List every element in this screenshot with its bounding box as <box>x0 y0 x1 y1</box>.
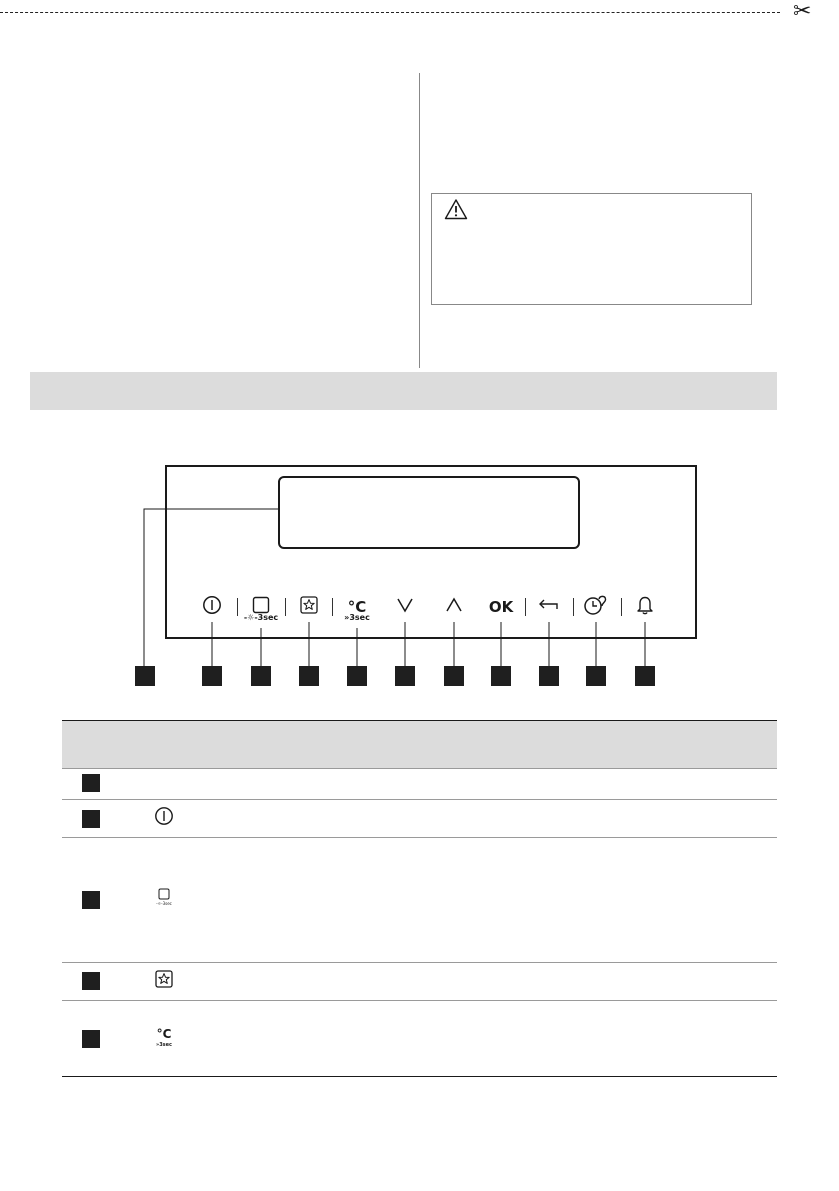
table-row-5-number <box>82 1030 100 1048</box>
panel-display <box>278 476 580 549</box>
chevron-up-icon <box>445 597 463 618</box>
callout-10 <box>586 666 606 686</box>
favourite-star-icon <box>155 970 173 993</box>
callout-5 <box>347 666 367 686</box>
bell-icon <box>636 595 654 620</box>
table-header <box>62 720 777 768</box>
callout-9 <box>539 666 559 686</box>
table-row-3-number <box>82 891 100 909</box>
callout-2 <box>202 666 222 686</box>
callout-11 <box>635 666 655 686</box>
alarm-button[interactable] <box>627 592 663 622</box>
lamp-sub-label: -☼-3sec <box>243 613 279 622</box>
temperature-sub-label: »3sec <box>344 613 370 622</box>
table-rule <box>62 1000 777 1001</box>
cut-line <box>0 12 780 13</box>
timer-button[interactable] <box>578 592 614 622</box>
warning-triangle-icon <box>444 198 468 225</box>
separator <box>525 598 526 616</box>
table-rule <box>62 799 777 800</box>
column-divider <box>419 73 420 368</box>
power-icon <box>154 806 174 831</box>
separator <box>573 598 574 616</box>
timer-clock-icon <box>583 594 609 621</box>
table-row-3-sub-label: -☼-3sec <box>156 901 172 906</box>
callout-stems <box>0 620 839 670</box>
section-heading-band <box>30 372 777 410</box>
table-rule <box>62 962 777 963</box>
temperature-button[interactable] <box>339 592 375 622</box>
back-button[interactable] <box>531 592 567 622</box>
power-icon <box>202 595 222 620</box>
power-button[interactable] <box>194 592 230 622</box>
separator <box>285 598 286 616</box>
back-arrow-icon <box>538 598 560 617</box>
scissors-icon: ✂ <box>793 0 812 24</box>
callout-7 <box>444 666 464 686</box>
callout-3 <box>251 666 271 686</box>
table-bottom-rule <box>62 1076 777 1077</box>
callout-4 <box>299 666 319 686</box>
down-button[interactable] <box>387 592 423 622</box>
callout-6 <box>395 666 415 686</box>
table-row-1-number <box>82 774 100 792</box>
favourite-button[interactable] <box>291 592 327 622</box>
ok-icon: OK <box>488 597 514 616</box>
table-row-5-sub-label: »3sec <box>155 1042 173 1048</box>
table-rule <box>62 837 777 838</box>
warning-box <box>431 193 752 305</box>
table-row-3-icon <box>152 884 176 908</box>
celsius-icon: °C <box>347 597 367 616</box>
celsius-icon: °C <box>156 1026 172 1041</box>
table-row-2-number <box>82 810 100 828</box>
table-row-4-number <box>82 972 100 990</box>
separator <box>332 598 333 616</box>
separator <box>621 598 622 616</box>
table-row-2-icon <box>152 806 176 830</box>
separator <box>237 598 238 616</box>
table-rule <box>62 768 777 769</box>
callout-8 <box>491 666 511 686</box>
up-button[interactable] <box>436 592 472 622</box>
ok-button[interactable] <box>483 592 519 622</box>
table-row-5-icon <box>152 1022 176 1046</box>
chevron-down-icon <box>396 597 414 618</box>
favourite-star-icon <box>300 596 318 619</box>
lamp-button[interactable] <box>243 592 279 622</box>
callout-1 <box>135 666 155 686</box>
table-row-4-icon <box>152 969 176 993</box>
